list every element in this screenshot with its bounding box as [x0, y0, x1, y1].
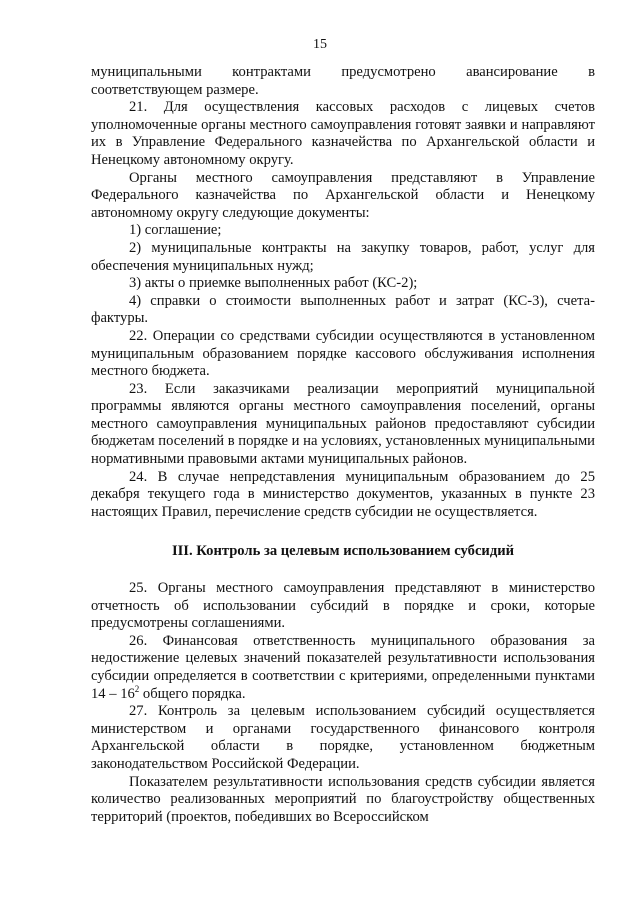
- paragraph: Органы местного самоуправления представляют в Управление Федерального казначейства по Архангельской области и Ненецкому автономному округу следующие документы:: [91, 169, 595, 221]
- paragraph: 22. Операции со средствами субсидии осуществляются в установленном муниципальным образованием порядке кассового обслуживания исполнения местного бюджета.: [91, 327, 595, 380]
- superscript: 2: [134, 683, 140, 694]
- paragraph: 27. Контроль за целевым использованием субсидий осуществляется министерством и органами государственного финансового контроля Архангельской области в порядке, установленном бюджетным законодательством Российской Федерации.: [91, 703, 595, 772]
- section-after: [91, 580, 595, 633]
- page-number: 15: [313, 37, 327, 52]
- paragraph-26-text: 26. Финансовая ответственность муниципального образования за недостижение целевых значений показателей результативности использования субсидии определяется в соответствии с критериями, определенными пунктами 14 – 16: [91, 632, 595, 702]
- paragraph: 2) муниципальные контракты на закупку товаров, работ, услуг для обеспечения муниципальных нужд;: [91, 239, 595, 274]
- paragraph-26-tail: общего порядка.: [139, 685, 246, 702]
- paragraph: 23. Если заказчиками реализации мероприятий муниципальной программы являются органы местного самоуправления поселений, органы местного самоуправления муниципальных районов предоставляют субсидии бюджетам поселений в порядке и на условиях, установленных муниципальными нормативными правовыми актами муниципальных районов.: [91, 380, 595, 468]
- paragraph: 25. Органы местного самоуправления представляют в министерство отчетность об использовании субсидий в порядке и сроки, которые предусмотрены соглашениями.: [91, 580, 595, 632]
- paragraph-26: [91, 633, 595, 703]
- paragraph: муниципальными контрактами предусмотрено авансирование в соответствующем размере.: [91, 64, 595, 98]
- document-body: [91, 64, 595, 826]
- paragraph: 3) акты о приемке выполненных работ (КС-2);: [129, 275, 418, 292]
- paragraph: 21. Для осуществления кассовых расходов с лицевых счетов уполномоченные органы местного самоуправления готовят заявки и направляют их в Управление Федерального казначейства по Архангельской области и Ненецкому автономному округу.: [91, 99, 595, 168]
- paragraph: 4) справки о стоимости выполненных работ и затрат (КС-3), счета-фактуры.: [91, 292, 595, 327]
- paragraph: 1) соглашение;: [129, 222, 222, 239]
- paragraph: 24. В случае непредставления муниципальным образованием до 25 декабря текущего года в министерство документов, указанных в пункте 23 настоящих Правил, перечисление средств субсидии не осуществляется.: [91, 468, 595, 520]
- section-before: [91, 64, 595, 521]
- paragraph: Показателем результативности использования средств субсидии является количество реализованных мероприятий по благоустройству общественных территорий (проектов, победивших во Всероссийском: [91, 773, 595, 825]
- section-end: [91, 703, 595, 826]
- section-heading: III. Контроль за целевым использованием субсидий: [171, 543, 515, 560]
